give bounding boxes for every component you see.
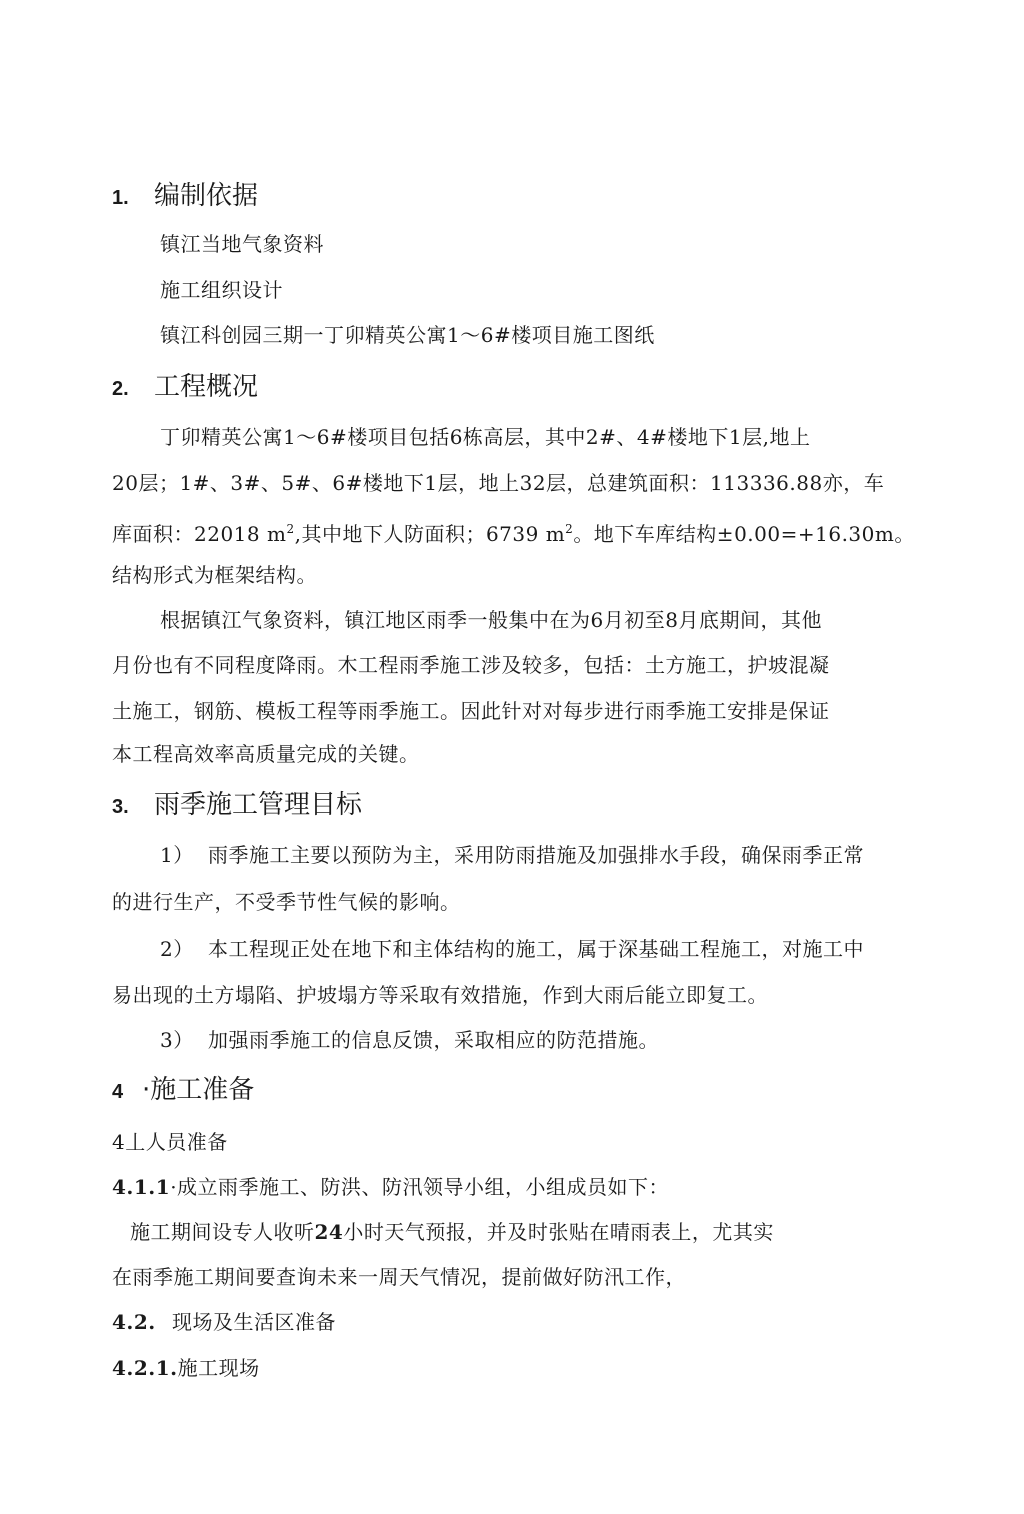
civil-defense-area-text: ,其中地下人防面积；6739 m	[294, 522, 566, 546]
elevation-text: 。地下车库结构±0.00=+16.30m。	[573, 522, 915, 546]
rain-season-line-4: 本工程高效率高质量完成的关键。	[112, 742, 420, 766]
subsection-4-2-1-number: 4.2.1.	[112, 1356, 178, 1380]
goal-2-text: 本工程现正处在地下和主体结构的施工，属于深基础工程施工，对施工中	[208, 937, 864, 961]
goal-2-line-1	[160, 935, 864, 963]
subsection-4-2-text: 现场及生活区准备	[172, 1310, 336, 1334]
overview-line-3	[112, 515, 915, 548]
subsection-4-1: 4丄人员准备	[112, 1130, 228, 1154]
superscript-2: 2	[286, 522, 295, 536]
basis-item-1: 镇江当地气象资料	[160, 232, 324, 256]
goal-1-number: 1）	[160, 843, 194, 867]
section-2-title: 工程概况	[154, 372, 259, 402]
section-2-heading	[112, 370, 258, 406]
section-2-number: 2.	[112, 378, 129, 400]
superscript-2: 2	[565, 522, 574, 536]
subsection-4-1-1-text: ·成立雨季施工、防洪、防汛领导小组，小组成员如下：	[170, 1175, 670, 1199]
goal-3-number: 3）	[160, 1028, 194, 1052]
subsection-4-1-1	[112, 1173, 669, 1201]
overview-line-2: 20层；1#、3#、5#、6#楼地下1层，地上32层，总建筑面积：113336.88亦，车	[112, 471, 885, 495]
rain-season-line-2: 月份也有不同程度降雨。木工程雨季施工涉及较多，包括：土方施工，护坡混凝	[112, 653, 830, 677]
goal-1-text: 雨季施工主要以预防为主，采用防雨措施及加强排水手段，确保雨季正常	[208, 843, 864, 867]
goal-1-line-1	[160, 841, 864, 869]
overview-line-1: 丁卯精英公寓1～6#楼项目包括6栋高层，其中2#、4#楼地下1层,地上	[160, 425, 811, 449]
section-1-number: 1.	[112, 187, 129, 209]
rain-season-line-3: 土施工，钢筋、模板工程等雨季施工。因此针对对每步进行雨季施工安排是保证	[112, 699, 830, 723]
subsection-4-2-1	[112, 1354, 260, 1382]
goal-3-line-1	[160, 1026, 659, 1054]
section-1-title: 编制依据	[154, 181, 259, 211]
goal-2-line-2: 易出现的土方塌陷、护坡塌方等采取有效措施，作到大雨后能立即复工。	[112, 983, 768, 1007]
goal-3-text: 加强雨季施工的信息反馈，采取相应的防范措施。	[208, 1028, 659, 1052]
goal-2-number: 2）	[160, 937, 194, 961]
section-3-number: 3.	[112, 796, 129, 818]
section-3-heading	[112, 788, 362, 824]
weather-hours: 24	[314, 1220, 344, 1244]
rain-season-line-1: 根据镇江气象资料，镇江地区雨季一般集中在为6月初至8月底期间，其他	[160, 608, 822, 632]
section-4-heading	[112, 1073, 254, 1109]
weather-line-2: 在雨季施工期间要查询未来一周天气情况，提前做好防汛工作，	[112, 1265, 686, 1289]
section-3-title: 雨季施工管理目标	[154, 790, 363, 820]
subsection-4-2-1-text: 施工现场	[177, 1356, 260, 1380]
subsection-4-2-number: 4.2.	[112, 1310, 156, 1334]
weather-text-a: 施工期间设专人收听	[130, 1220, 315, 1244]
subsection-4-1-1-number: 4.1.1	[112, 1175, 171, 1199]
weather-line-1	[130, 1218, 774, 1246]
section-1-heading	[112, 179, 258, 215]
garage-area-text: 库面积：22018 m	[112, 522, 287, 546]
section-4-title: ·施工准备	[142, 1075, 255, 1105]
subsection-4-2	[112, 1308, 336, 1336]
weather-text-b: 小时天气预报，并及时张贴在晴雨表上，尤其实	[343, 1220, 774, 1244]
goal-1-line-2: 的进行生产，不受季节性气候的影响。	[112, 890, 461, 914]
overview-line-4: 结构形式为框架结构。	[112, 563, 317, 587]
section-4-number: 4	[112, 1081, 124, 1103]
basis-item-2: 施工组织设计	[160, 278, 283, 302]
basis-item-3: 镇江科创园三期一丁卯精英公寓1～6#楼项目施工图纸	[160, 323, 655, 347]
